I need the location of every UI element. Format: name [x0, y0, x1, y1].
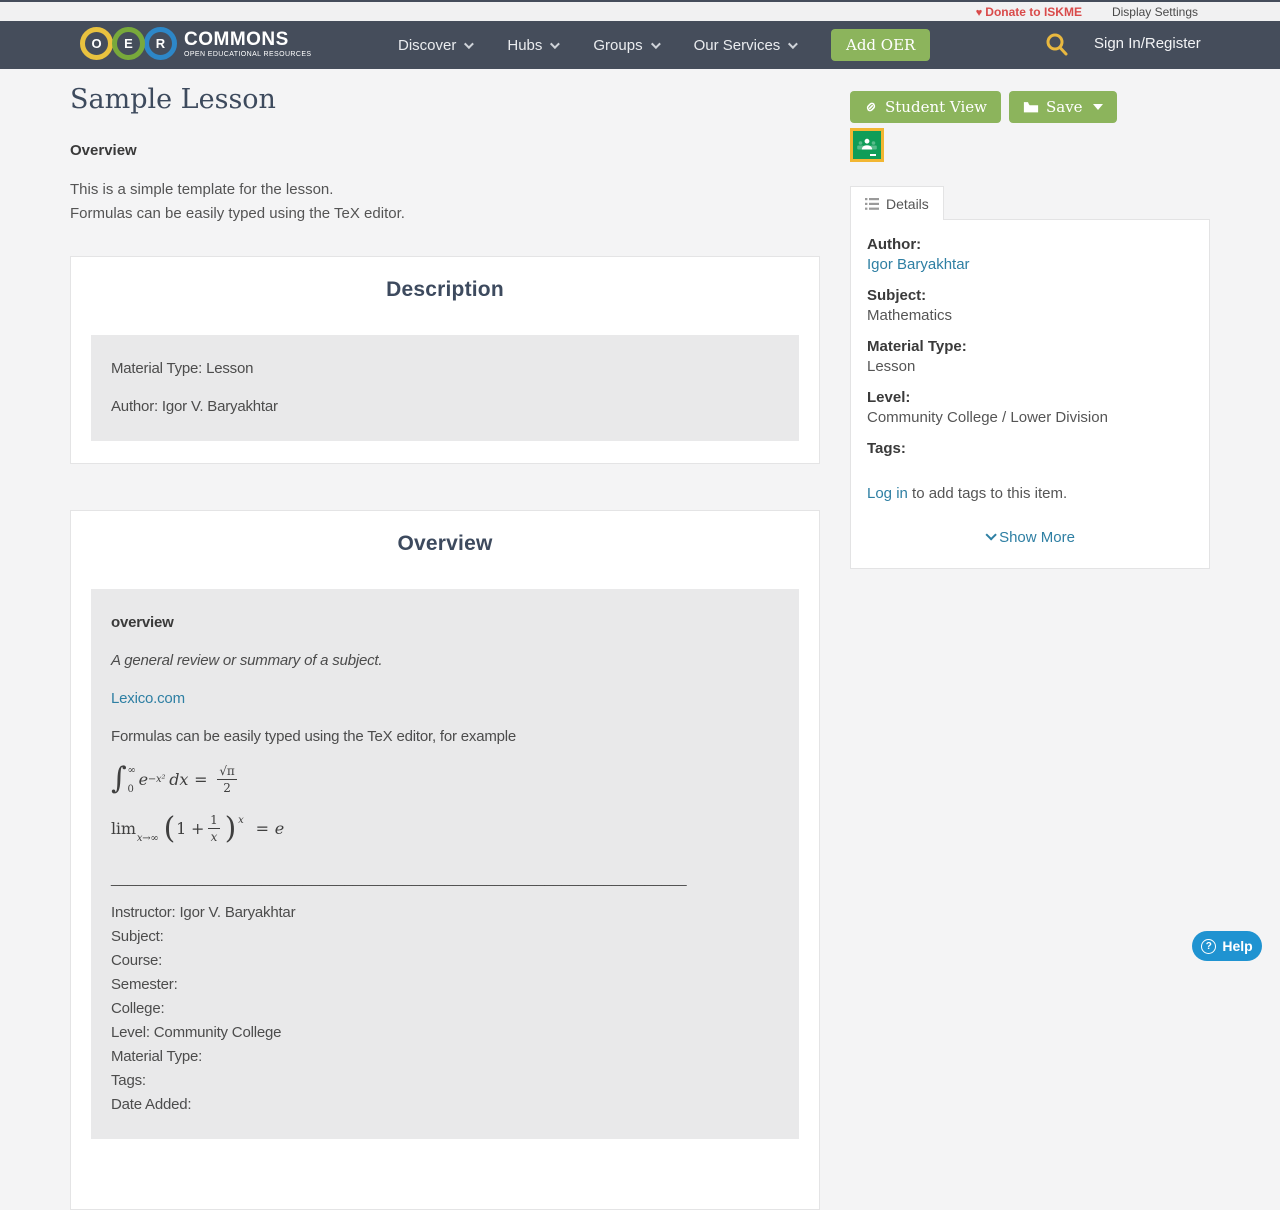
formula-intro: Formulas can be easily typed using the TeX editor, for example: [111, 728, 517, 745]
nav-discover-label: Discover: [398, 36, 457, 54]
nav-hubs-label: Hubs: [507, 36, 543, 54]
differential: dx: [169, 769, 189, 789]
folder-icon: [1023, 100, 1039, 114]
google-classroom-icon: [853, 131, 881, 159]
overview-card: [70, 510, 820, 1210]
field-value: Lesson: [867, 358, 916, 375]
open-paren: (: [163, 810, 176, 846]
show-more-link[interactable]: [985, 529, 1075, 546]
chevron-down-icon: [550, 39, 560, 49]
details-tab-label: Details: [886, 195, 929, 212]
logo-circle-o: O: [80, 27, 113, 60]
close-paren: ): [224, 810, 237, 846]
info-tags: Tags:: [111, 1072, 146, 1089]
login-prompt: [867, 485, 1193, 502]
field-label: Subject:: [867, 287, 927, 304]
one-plus: 1 +: [176, 819, 205, 838]
nav-discover[interactable]: [398, 37, 471, 54]
integrand-base: e: [138, 769, 148, 789]
integrand-exponent: −x²: [147, 773, 166, 785]
field-label: Tags:: [867, 440, 906, 457]
action-buttons: [850, 91, 1210, 123]
formula-integral: [111, 763, 779, 795]
log-in-link[interactable]: Log in: [867, 485, 908, 502]
info-instructor: Instructor: Igor V. Baryakhtar: [111, 904, 296, 921]
description-material-type: Material Type: Lesson: [111, 360, 254, 377]
caret-down-icon: [1093, 104, 1103, 110]
logo-text: [184, 30, 311, 58]
save-label: Save: [1045, 98, 1083, 116]
field-tags: [867, 440, 1193, 458]
student-view-label: Student View: [885, 98, 987, 116]
logo-circle-e: E: [112, 27, 145, 60]
overview-heading: Overview: [70, 142, 137, 159]
search-icon: [1044, 32, 1070, 58]
add-oer-button[interactable]: Add OER: [831, 29, 930, 61]
underscore-divider: _____________________________________________________________________: [111, 870, 687, 887]
donate-label: Donate to ISKME: [985, 4, 1082, 19]
fraction-numerator: √π: [219, 763, 235, 778]
search-button[interactable]: [1044, 32, 1070, 58]
save-button[interactable]: [1009, 91, 1117, 123]
integral-upper: ∞: [127, 765, 136, 776]
info-date-added: Date Added:: [111, 1096, 192, 1113]
show-more-row: [867, 528, 1193, 546]
equals-sign: =: [194, 769, 208, 789]
field-label: Level:: [867, 389, 911, 406]
show-more-label: Show More: [999, 528, 1075, 546]
integral-lower: 0: [127, 784, 134, 795]
power-exponent: x: [238, 815, 244, 826]
info-subject: Subject:: [111, 928, 164, 945]
info-course: Course:: [111, 952, 163, 969]
description-card-body: [91, 335, 799, 441]
intro-line: This is a simple template for the lesson.: [70, 181, 334, 198]
google-classroom-button[interactable]: [850, 128, 884, 162]
donate-link[interactable]: [976, 5, 1082, 19]
details-section: [850, 185, 1210, 569]
list-icon: [865, 198, 879, 210]
nav-groups[interactable]: [593, 37, 657, 54]
chevron-down-icon: [651, 39, 661, 49]
question-icon: ?: [1201, 939, 1216, 954]
lim-subscript: x→∞: [136, 833, 159, 844]
logo-subtitle: OPEN EDUCATIONAL RESOURCES: [184, 50, 312, 58]
equals-sign: =: [255, 819, 269, 838]
field-value: Mathematics: [867, 307, 953, 324]
fraction-denominator: x: [210, 830, 218, 844]
overview-card-heading: Overview: [397, 532, 493, 555]
integral-symbol: ∫: [111, 761, 127, 796]
help-button[interactable]: [1192, 931, 1262, 961]
intro-line: Formulas can be easily typed using the TeX editor.: [70, 205, 405, 222]
display-settings-link[interactable]: Display Settings: [1111, 4, 1198, 19]
overview-term: overview: [111, 614, 174, 631]
page-title: Sample Lesson: [70, 84, 276, 115]
main-navbar: [0, 21, 1280, 69]
fraction-1-over-x: [208, 813, 219, 844]
heart-icon: ♥: [975, 6, 983, 19]
info-level: Level: Community College: [111, 1024, 282, 1041]
chevron-down-icon: [464, 39, 474, 49]
logo-circle-r: R: [144, 27, 177, 60]
field-label: Material Type:: [867, 338, 967, 355]
field-value: Community College / Lower Division: [867, 409, 1108, 426]
field-label: Author:: [867, 236, 922, 253]
details-panel: [850, 219, 1210, 569]
nav-groups-label: Groups: [593, 36, 643, 54]
fraction-denominator: 2: [223, 780, 231, 795]
info-college: College:: [111, 1000, 165, 1017]
lexico-link[interactable]: Lexico.com: [111, 690, 185, 707]
nav-hubs[interactable]: [507, 37, 557, 54]
description-card-heading: Description: [386, 278, 504, 301]
help-label: Help: [1222, 938, 1253, 954]
description-card: [70, 256, 820, 464]
info-semester: Semester:: [111, 976, 178, 993]
integral-limits: [126, 763, 135, 795]
sidebar: [850, 91, 1210, 569]
overview-card-body: [91, 589, 799, 1139]
utility-bar: [0, 2, 1280, 21]
field-level: [867, 389, 1193, 427]
fraction-sqrt-pi-over-2: [217, 764, 236, 795]
chevron-down-icon: [788, 39, 798, 49]
login-prompt-suffix: to add tags to this item.: [907, 485, 1068, 502]
student-view-button[interactable]: [850, 91, 1001, 123]
overview-definition: A general review or summary of a subject.: [111, 652, 383, 669]
result-e: e: [274, 819, 285, 838]
logo-title: COMMONS: [184, 28, 289, 50]
description-author: Author: Igor V. Baryakhtar: [111, 398, 278, 415]
field-author: [867, 236, 1193, 274]
oer-commons-logo[interactable]: [80, 27, 311, 60]
formula-limit: [111, 810, 779, 846]
main-content: [70, 84, 820, 1210]
author-link[interactable]: Igor Baryakhtar: [867, 256, 970, 273]
fraction-numerator: 1: [210, 813, 218, 827]
lesson-info-list: [111, 901, 779, 1117]
chevron-down-icon: [986, 529, 997, 540]
sign-in-register-link[interactable]: Sign In/Register: [1094, 35, 1201, 52]
field-material-type: [867, 338, 1193, 376]
intro-text: [70, 178, 820, 226]
info-material-type: Material Type:: [111, 1048, 203, 1065]
link-icon: [864, 100, 878, 114]
lim-symbol: lim: [111, 819, 136, 838]
nav-menu-group: [398, 21, 795, 69]
nav-our-services[interactable]: [694, 37, 796, 54]
nav-our-services-label: Our Services: [693, 36, 781, 54]
field-subject: [867, 287, 1193, 325]
tab-details[interactable]: [850, 186, 944, 220]
